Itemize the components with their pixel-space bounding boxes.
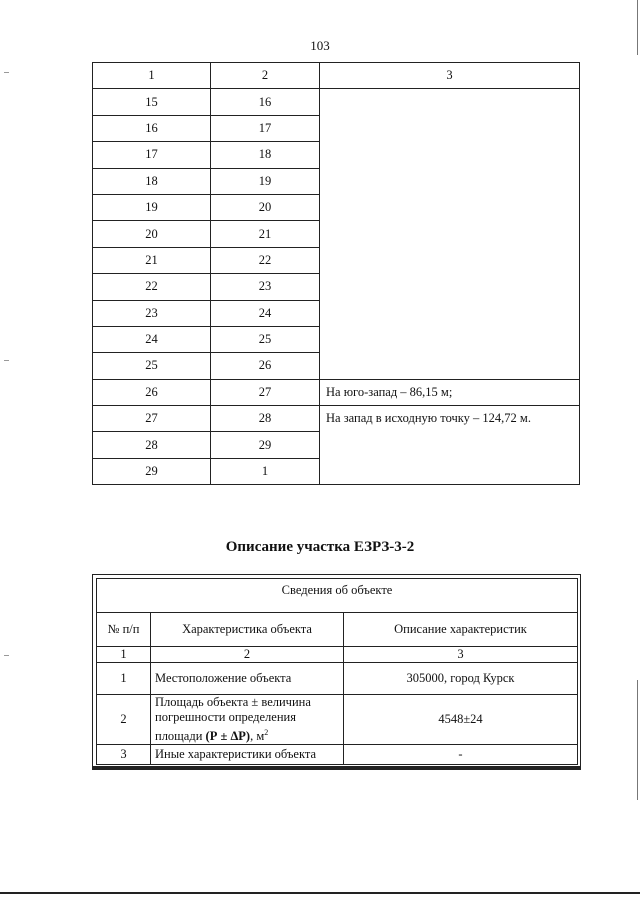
table-caption-row [97,579,578,613]
point-from: 15 [93,89,211,115]
description-southwest: На юго-запад – 86,15 м; [320,379,580,405]
characteristic-value: 305000, город Курск [344,663,578,695]
point-to: 17 [211,115,320,141]
object-table-frame [92,574,581,770]
area-formula: (Р ± ΔР) [205,729,251,744]
scan-bottom-edge [0,892,640,894]
point-from: 20 [93,221,211,247]
object-table [96,578,578,765]
point-from: 18 [93,168,211,194]
table-row [97,745,578,765]
column-header: Характеристика объекта [151,613,344,647]
column-number: 2 [151,647,344,663]
point-to: 16 [211,89,320,115]
row-number: 1 [97,663,151,695]
margin-mark [4,72,9,73]
table-row [93,406,580,432]
page-number: 103 [310,38,330,53]
point-from: 21 [93,247,211,273]
point-from: 22 [93,274,211,300]
scan-edge [637,680,638,800]
point-from: 28 [93,432,211,458]
table-row [93,89,580,115]
point-from: 23 [93,300,211,326]
characteristic-area [151,695,344,745]
table-row [97,695,578,745]
point-from: 24 [93,326,211,352]
section-title: Описание участка ЕЗРЗ-3-2 [225,539,415,555]
table-header-row [97,613,578,647]
characteristic-line: Площадь объекта ± величина [155,695,311,709]
column-header: 3 [320,63,580,89]
area-unit: , м [250,729,265,744]
description-west: На запад в исходную точку – 124,72 м. [320,406,580,485]
point-to: 22 [211,247,320,273]
column-header: 2 [211,63,320,89]
point-to: 1 [211,458,320,484]
point-to: 19 [211,168,320,194]
row-number: 3 [97,745,151,765]
characteristic-value: - [344,745,578,765]
table-row [93,379,580,405]
point-to: 25 [211,326,320,352]
column-number: 3 [344,647,578,663]
point-to: 27 [211,379,320,405]
point-from: 17 [93,142,211,168]
description-cell-empty [320,89,580,379]
point-from: 16 [93,115,211,141]
characteristic-line: площади [155,729,206,744]
characteristic: Иные характеристики объекта [151,745,344,765]
table-bottom-rule [92,766,581,769]
point-to: 23 [211,274,320,300]
column-header: Описание характеристик [344,613,578,647]
point-from: 25 [93,353,211,379]
point-to: 21 [211,221,320,247]
characteristic: Местоположение объекта [151,663,344,695]
point-from: 19 [93,194,211,220]
point-to: 18 [211,142,320,168]
point-from: 27 [93,406,211,432]
point-to: 24 [211,300,320,326]
characteristic-line: погрешности определения [155,710,296,724]
table-header-row [93,63,580,89]
column-number-row [97,647,578,663]
boundary-table [92,62,580,485]
point-from: 29 [93,458,211,484]
point-to: 26 [211,353,320,379]
characteristic-value: 4548±24 [344,695,578,745]
scan-edge [637,0,638,55]
column-header: № п/п [97,613,151,647]
margin-mark [4,360,9,361]
margin-mark [4,655,9,656]
unit-superscript: 2 [264,728,269,737]
point-to: 28 [211,406,320,432]
point-to: 29 [211,432,320,458]
column-header: 1 [93,63,211,89]
column-number: 1 [97,647,151,663]
table-row [97,663,578,695]
table-caption: Сведения об объекте [97,579,578,613]
row-number: 2 [97,695,151,745]
point-from: 26 [93,379,211,405]
point-to: 20 [211,194,320,220]
